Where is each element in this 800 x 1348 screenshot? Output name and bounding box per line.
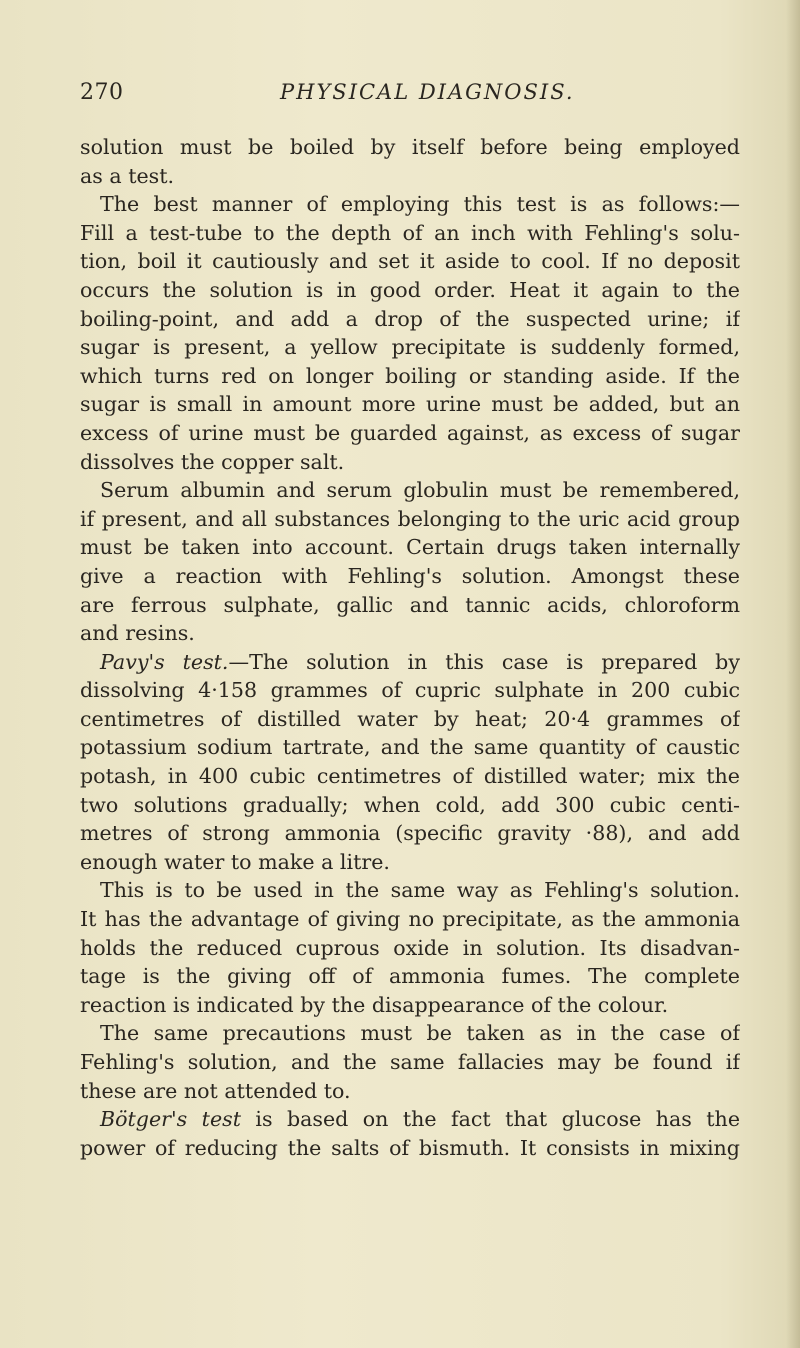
text-line: Fill a test-tube to the depth of an inch with Fehling's solu- (80, 220, 740, 245)
text-line: which turns red on longer boiling or standing aside. If the (80, 363, 740, 388)
section-title-botgers-test: Bötger's test (100, 1107, 241, 1132)
text-line: and resins. (80, 621, 195, 646)
text-fragment: is based on the fact that glucose has the (240, 1107, 740, 1132)
text-line: sugar is present, a yellow precipitate is suddenly formed, (80, 335, 740, 360)
running-head: PHYSICAL DIAGNOSIS. (280, 80, 575, 104)
text-line: The best manner of employing this test is as follows:— (100, 192, 740, 217)
text-line: dissolves the copper salt. (80, 449, 345, 474)
text-line: potash, in 400 cubic centimetres of distilled water; mix the (80, 764, 740, 789)
body-text (80, 133, 740, 1162)
section-title-pavys-test: Pavy's test. (100, 649, 229, 674)
page-header (80, 80, 720, 114)
text-line: It has the advantage of giving no precipitate, as the ammonia (80, 907, 740, 932)
text-line: centimetres of distilled water by heat; 20·4 grammes of (80, 706, 740, 731)
text-line: two solutions gradually; when cold, add 300 cubic centi- (80, 792, 740, 817)
text-line: Serum albumin and serum globulin must be remembered, (100, 478, 740, 503)
text-line: The same precautions must be taken as in the case of (100, 1021, 740, 1046)
text-line: occurs the solution is in good order. Heat it again to the (80, 277, 740, 302)
text-line: metres of strong ammonia (specific gravity ·88), and add (80, 821, 740, 846)
text-line: these are not attended to. (80, 1078, 351, 1103)
text-line: tion, boil it cautiously and set it aside to cool. If no deposit (80, 249, 740, 274)
text-line: holds the reduced cuprous oxide in solution. Its disadvan- (80, 935, 740, 960)
text-line: give a reaction with Fehling's solution. Amongst these (80, 563, 740, 588)
text-line: This is to be used in the same way as Fehling's solution. (100, 878, 740, 903)
text-line: are ferrous sulphate, gallic and tannic acids, chloroform (80, 592, 740, 617)
page-number: 270 (80, 80, 124, 105)
text-line: dissolving 4·158 grammes of cupric sulphate in 200 cubic (80, 678, 740, 703)
text-line: as a test. (80, 163, 175, 188)
page-edge-shadow (786, 0, 800, 1348)
text-line (80, 1105, 740, 1134)
text-line: power of reducing the salts of bismuth. It consists in mixing (80, 1135, 740, 1160)
text-line: sugar is small in amount more urine must be added, but an (80, 392, 740, 417)
text-line: solution must be boiled by itself before being employed (80, 135, 740, 159)
text-line: if present, and all substances belonging to the uric acid group (80, 506, 740, 531)
text-line: Fehling's solution, and the same fallacies may be found if (80, 1050, 740, 1074)
text-line: tage is the giving off of ammonia fumes. The complete (80, 964, 740, 989)
text-line: boiling-point, and add a drop of the suspected urine; if (80, 306, 740, 331)
text-fragment: —The solution in this case is prepared by (228, 649, 740, 674)
text-line (80, 648, 740, 677)
text-line: potassium sodium tartrate, and the same quantity of caustic (80, 735, 740, 760)
text-line: excess of urine must be guarded against, as excess of sugar (80, 420, 740, 445)
text-line: reaction is indicated by the disappearance of the colour. (80, 992, 669, 1017)
text-line: must be taken into account. Certain drugs taken internally (80, 535, 740, 560)
text-line: enough water to make a litre. (80, 849, 390, 874)
